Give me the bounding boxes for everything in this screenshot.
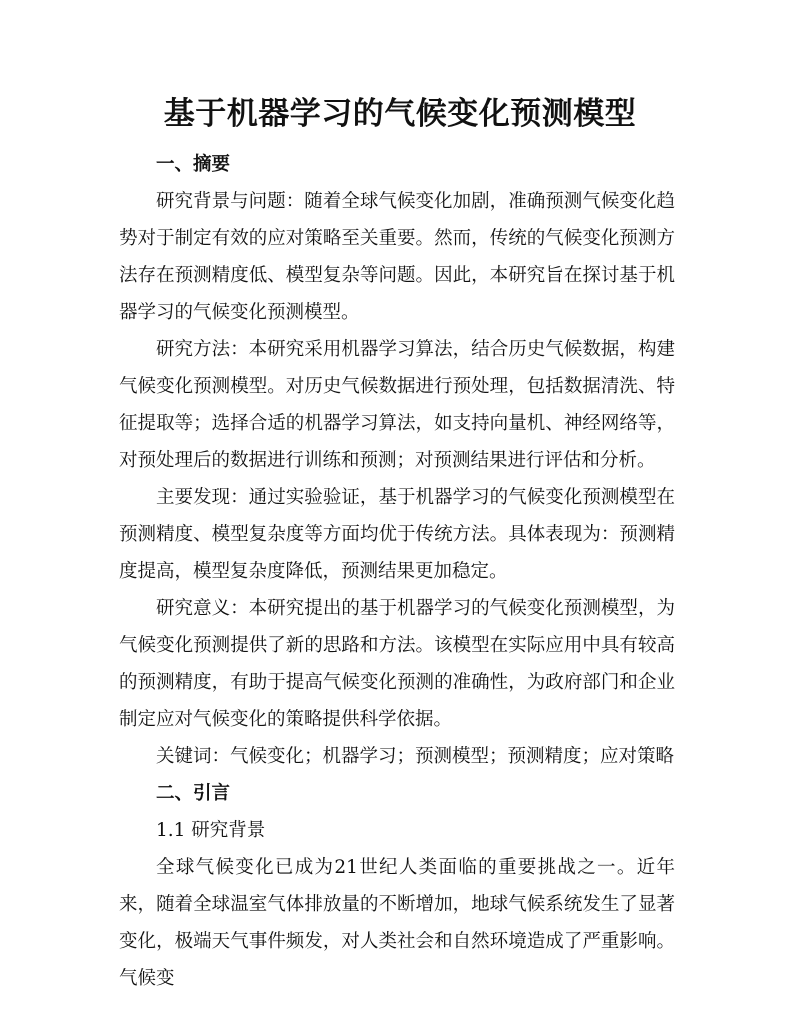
document-body <box>119 146 675 997</box>
document-title: 基于机器学习的气候变化预测模型 <box>163 96 637 132</box>
abstract-paragraph-background: 研究背景与问题：随着全球气候变化加剧，准确预测气候变化趋势对于制定有效的应对策略至关重要。然而，传统的气候变化预测方法存在预测精度低、模型复杂等问题。因此，本研究旨在探讨基于机器学习的气候变化预测模型。 <box>119 191 675 323</box>
keywords-line: 关键词：气候变化；机器学习；预测模型；预测精度；应对策略 <box>156 746 675 767</box>
abstract-paragraph-significance: 研究意义：本研究提出的基于机器学习的气候变化预测模型，为气候变化预测提供了新的思路和方法。该模型在实际应用中具有较高的预测精度，有助于提高气候变化预测的准确性，为政府部门和企业制定应对气候变化的策略提供科学依据。 <box>119 598 675 730</box>
abstract-paragraph-findings: 主要发现：通过实验验证，基于机器学习的气候变化预测模型在预测精度、模型复杂度等方面均优于传统方法。具体表现为：预测精度提高，模型复杂度降低，预测结果更加稳定。 <box>119 487 675 582</box>
abstract-paragraph-methods: 研究方法：本研究采用机器学习算法，结合历史气候数据，构建气候变化预测模型。对历史气候数据进行预处理，包括数据清洗、特征提取等；选择合适的机器学习算法，如支持向量机、神经网络等，对预处理后的数据进行训练和预测；对预测结果进行评估和分析。 <box>119 339 675 471</box>
section-subheading: 1.1 研究背景 <box>156 820 266 841</box>
abstract-heading: 一、摘要 <box>156 154 231 175</box>
introduction-heading: 二、引言 <box>156 783 231 804</box>
introduction-paragraph: 全球气候变化已成为21世纪人类面临的重要挑战之一。近年来，随着全球温室气体排放量的不断增加，地球气候系统发生了显著变化，极端天气事件频发，对人类社会和自然环境造成了严重影响。气候变 <box>119 857 675 989</box>
